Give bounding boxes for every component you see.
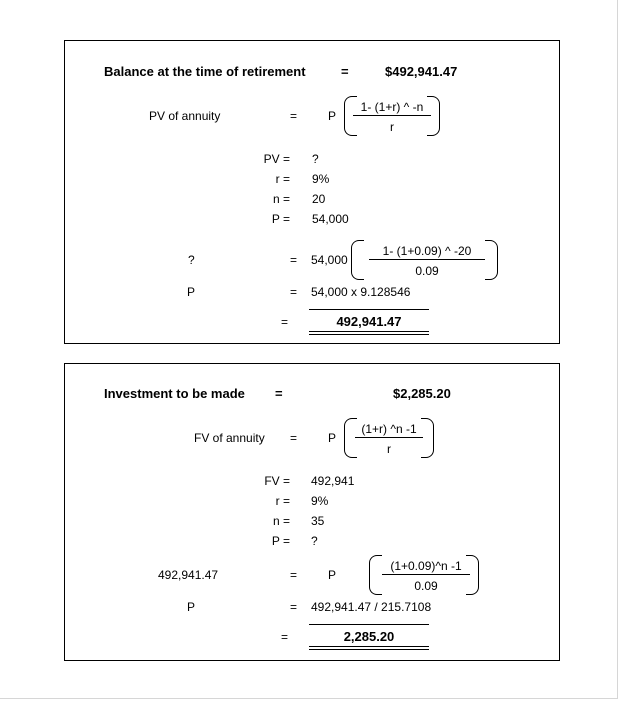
calc-left: 492,941.47 bbox=[158, 568, 219, 582]
heading-value: $2,285.20 bbox=[393, 386, 451, 401]
formula-denominator: r bbox=[390, 120, 394, 134]
right-paren bbox=[427, 96, 440, 136]
heading-label: Investment to be made bbox=[104, 386, 245, 401]
var-value: 20 bbox=[312, 192, 326, 206]
fraction-line bbox=[355, 437, 423, 438]
calc-equals: = bbox=[290, 253, 298, 267]
calc-numerator: (1+0.09)^n -1 bbox=[390, 559, 462, 573]
heading-equals: = bbox=[341, 64, 349, 79]
investment-box bbox=[64, 363, 560, 661]
fraction-line bbox=[353, 115, 431, 116]
right-paren bbox=[466, 555, 479, 595]
var-value: 9% bbox=[311, 494, 329, 508]
var-value: ? bbox=[312, 152, 319, 166]
calc-numerator: 1- (1+0.09) ^ -20 bbox=[382, 244, 472, 258]
formula-p: P bbox=[328, 431, 337, 445]
var-value: 9% bbox=[312, 172, 330, 186]
step-value: 54,000 x 9.128546 bbox=[311, 285, 411, 299]
heading-label: Balance at the time of retirement bbox=[104, 64, 306, 79]
total-top-line bbox=[309, 624, 429, 625]
calc-equals: = bbox=[290, 568, 298, 582]
var-name: P = bbox=[271, 212, 290, 226]
var-name: PV = bbox=[263, 152, 290, 166]
formula-equals: = bbox=[290, 109, 298, 123]
left-paren bbox=[351, 240, 364, 280]
formula-numerator: 1- (1+r) ^ -n bbox=[360, 100, 424, 114]
result-equals: = bbox=[281, 630, 289, 644]
var-name: r = bbox=[275, 494, 290, 508]
heading-value: $492,941.47 bbox=[385, 64, 458, 79]
right-paren bbox=[421, 418, 434, 458]
step-equals: = bbox=[290, 600, 298, 614]
formula-numerator: (1+r) ^n -1 bbox=[361, 422, 417, 436]
step-equals: = bbox=[290, 285, 298, 299]
fraction-line bbox=[382, 574, 470, 575]
var-name: n = bbox=[272, 192, 290, 206]
calc-left: ? bbox=[188, 253, 195, 267]
formula-equals: = bbox=[290, 431, 298, 445]
var-value: ? bbox=[311, 534, 318, 548]
formula-label: PV of annuity bbox=[149, 109, 221, 123]
var-name: P = bbox=[271, 534, 290, 548]
formula-label: FV of annuity bbox=[194, 431, 265, 445]
step-value: 492,941.47 / 215.7108 bbox=[311, 600, 432, 614]
var-name: FV = bbox=[264, 474, 290, 488]
retirement-balance-box bbox=[64, 40, 560, 344]
heading-equals: = bbox=[275, 386, 283, 401]
formula-denominator: r bbox=[387, 442, 391, 456]
step-left: P bbox=[187, 285, 196, 299]
formula-p: P bbox=[328, 109, 337, 123]
result-equals: = bbox=[281, 315, 289, 329]
right-paren bbox=[485, 240, 498, 280]
result-value: 492,941.47 bbox=[336, 314, 402, 329]
calc-denominator: 0.09 bbox=[415, 264, 439, 278]
fraction-line bbox=[369, 259, 485, 260]
var-name: n = bbox=[272, 514, 290, 528]
total-double-underline bbox=[309, 331, 429, 335]
calc-p: P bbox=[328, 568, 337, 582]
var-value: 35 bbox=[311, 514, 325, 528]
step-left: P bbox=[187, 600, 196, 614]
calc-p: 54,000 bbox=[311, 253, 348, 267]
var-value: 54,000 bbox=[312, 212, 349, 226]
var-name: r = bbox=[275, 172, 290, 186]
total-double-underline bbox=[309, 646, 429, 650]
calc-denominator: 0.09 bbox=[414, 579, 438, 593]
var-value: 492,941 bbox=[311, 474, 355, 488]
total-top-line bbox=[309, 309, 429, 310]
result-value: 2,285.20 bbox=[343, 629, 395, 644]
